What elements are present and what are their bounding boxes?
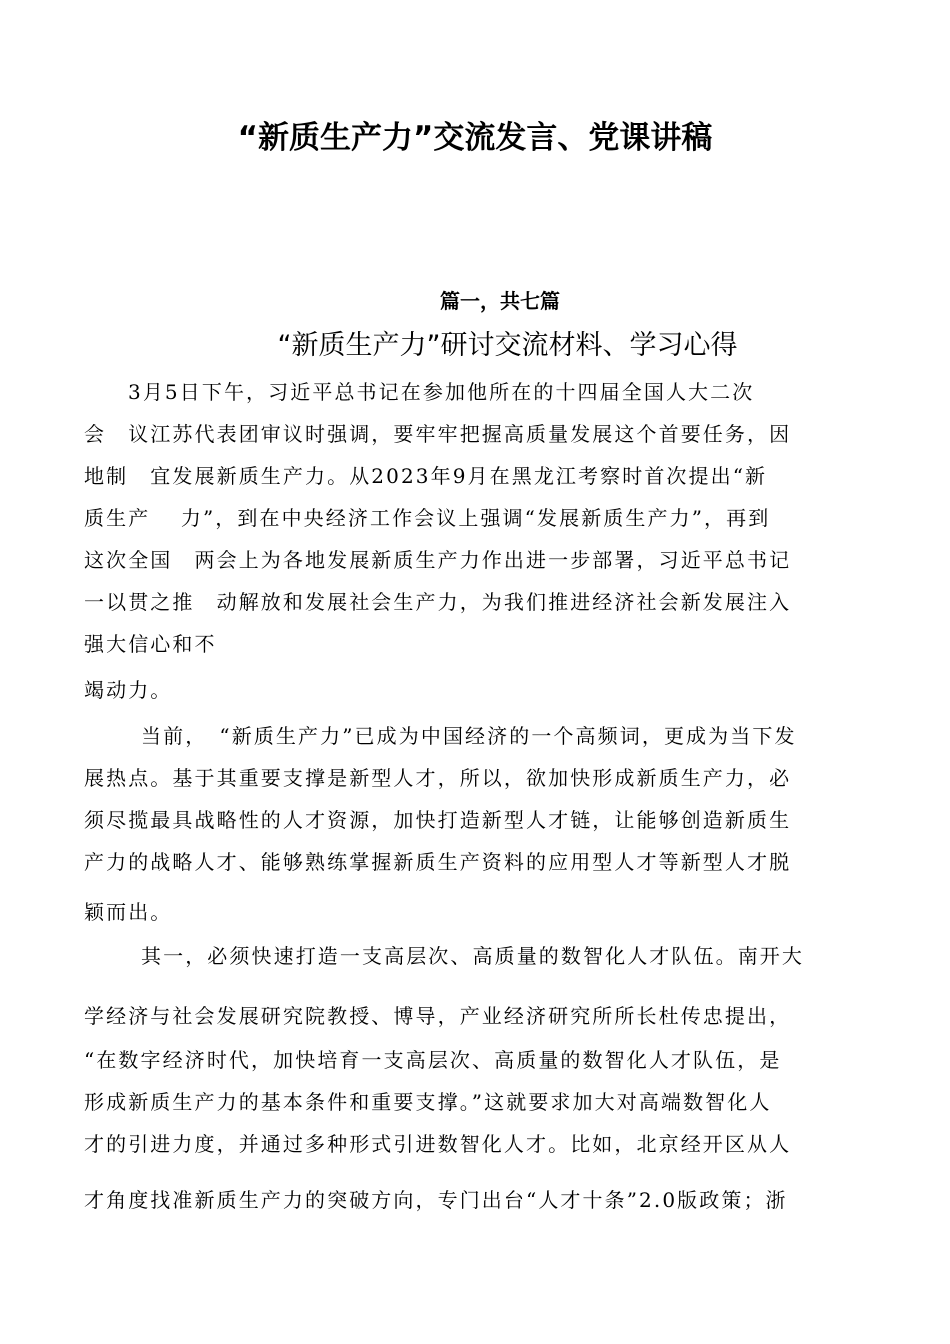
text-line: 形成新质生产力的基本条件和重要支撑。”这就要求加大对高端数智化人 (84, 1090, 772, 1114)
text-line: 一以贯之推 动解放和发展社会生产力，为我们推进经济社会新发展注入 (84, 590, 792, 614)
text-line: 产力的战略人才、能够熟练掌握新质生产资料的应用型人才等新型人才脱 (84, 850, 792, 874)
text-line: “在数字经济时代，加快培育一支高层次、高质量的数智化人才队伍，是 (84, 1048, 782, 1072)
text-line: 其一，必须快速打造一支高层次、高质量的数智化人才队伍。南开大 (141, 944, 804, 968)
text-line: 才角度找准新质生产力的突破方向，专门出台“人才十条”2.0版政策；浙 (84, 1188, 788, 1212)
text-line: 当前， “新质生产力”已成为中国经济的一个高频词，更成为当下发 (141, 724, 797, 748)
text-line: 才的引进力度，并通过多种形式引进数智化人才。比如，北京经开区从人 (84, 1132, 792, 1156)
text-line: 会 议江苏代表团审议时强调，要牢牢把握高质量发展这个首要任务，因 (84, 422, 792, 446)
text-line: 质生产 力”，到在中央经济工作会议上强调“发展新质生产力”，再到 (84, 506, 771, 530)
text-line: 学经济与社会发展研究院教授、博导，产业经济研究所所长杜传忠提出， (84, 1004, 792, 1028)
text-line: 颖而出。 (84, 900, 173, 924)
text-line: 须尽揽最具战略性的人才资源，加快打造新型人才链，让能够创造新质生 (84, 808, 792, 832)
section-label: 篇一，共七篇 (440, 289, 560, 313)
section-title: “新质生产力”研讨交流材料、学习心得 (277, 330, 738, 361)
document-title: “新质生产力”交流发言、党课讲稿 (237, 120, 713, 156)
text-line: 强大信心和不 (84, 632, 217, 656)
text-line: 展热点。基于其重要支撑是新型人才，所以，欲加快形成新质生产力，必 (84, 766, 792, 790)
text-line: 这次全国 两会上为各地发展新质生产力作出进一步部署，习近平总书记 (84, 548, 792, 572)
text-line: 3月5日下午，习近平总书记在参加他所在的十四届全国人大二次 (128, 380, 755, 404)
text-line: 竭动力。 (84, 678, 173, 702)
text-line: 地制 宜发展新质生产力。从2023年9月在黑龙江考察时首次提出“新 (84, 464, 768, 488)
